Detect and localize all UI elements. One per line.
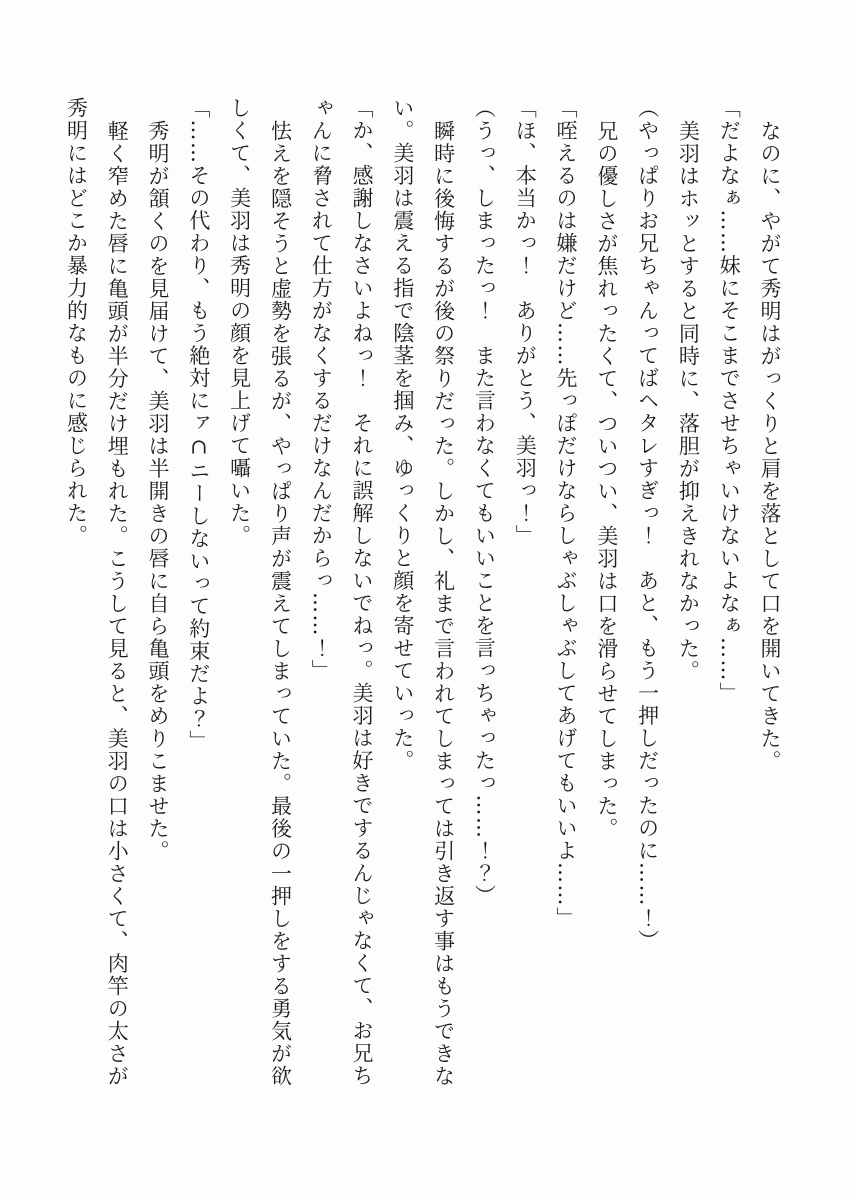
paragraph: 「だよなぁ……妹にそこまでさせちゃいけないよなぁ……」	[717, 97, 742, 705]
paragraph: 軽く窄めた唇に亀頭が半分だけ埋もれた。こうして見ると、美羽の口は小さくて、肉竿の太さが秀明にはどこか暴力的なものに感じられた。	[64, 97, 130, 1087]
paragraph: 「咥えるのは嫌だけど……先っぽだけならしゃぶしゃぶしてあげてもいいよ……」	[554, 97, 579, 930]
paragraph: 瞬時に後悔するが後の祭りだった。しかし、礼まで言われてしまっては引き返す事はもうできない。美羽は震える指で陰茎を掴み、ゆっくりと顔を寄せていった。	[390, 97, 456, 1087]
paragraph: 怯えを隠そうと虚勢を張るが、やっぱり声が震えてしまっていた。最後の一押しをする勇気が欲しくて、美羽は秀明の顔を見上げて囁いた。	[227, 97, 293, 1087]
paragraph: （やっぱりお兄ちゃんってばヘタレすぎっ！ あと、もう一押しだったのに……！）	[635, 97, 660, 952]
paragraph: 「……その代わり、もう絶対にァ∩ニーしないって約束だよ？」	[186, 97, 211, 753]
paragraph: 「か、感謝しなさいよねっ！ それに誤解しないでねっ。美羽は好きでするんじゃなくて、お兄ちゃんに脅されて仕方がなくするだけなんだからっ……！」	[309, 97, 375, 1087]
paragraph: （うっ、しまったっ！ また言わなくてもいいことを言っちゃったっ……！？）	[472, 97, 497, 907]
paragraph: なのに、やがて秀明はがっくりと肩を落として口を開いてきた。	[758, 119, 782, 772]
censor-glyph: ∩	[186, 434, 211, 460]
vertical-text-block	[56, 97, 790, 1088]
paragraph: 美羽はホッとすると同時に、落胆が抑えきれなかった。	[676, 119, 701, 682]
paragraph: 秀明が頷くのを見届けて、美羽は半開きの唇に自ら亀頭をめりこませた。	[146, 119, 171, 862]
paragraph: 「ほ、本当かっ！ ありがとう、美羽っ！」	[513, 97, 538, 547]
paragraph: 兄の優しさが焦れったくて、ついつい、美羽は口を滑らせてしまった。	[594, 119, 619, 840]
